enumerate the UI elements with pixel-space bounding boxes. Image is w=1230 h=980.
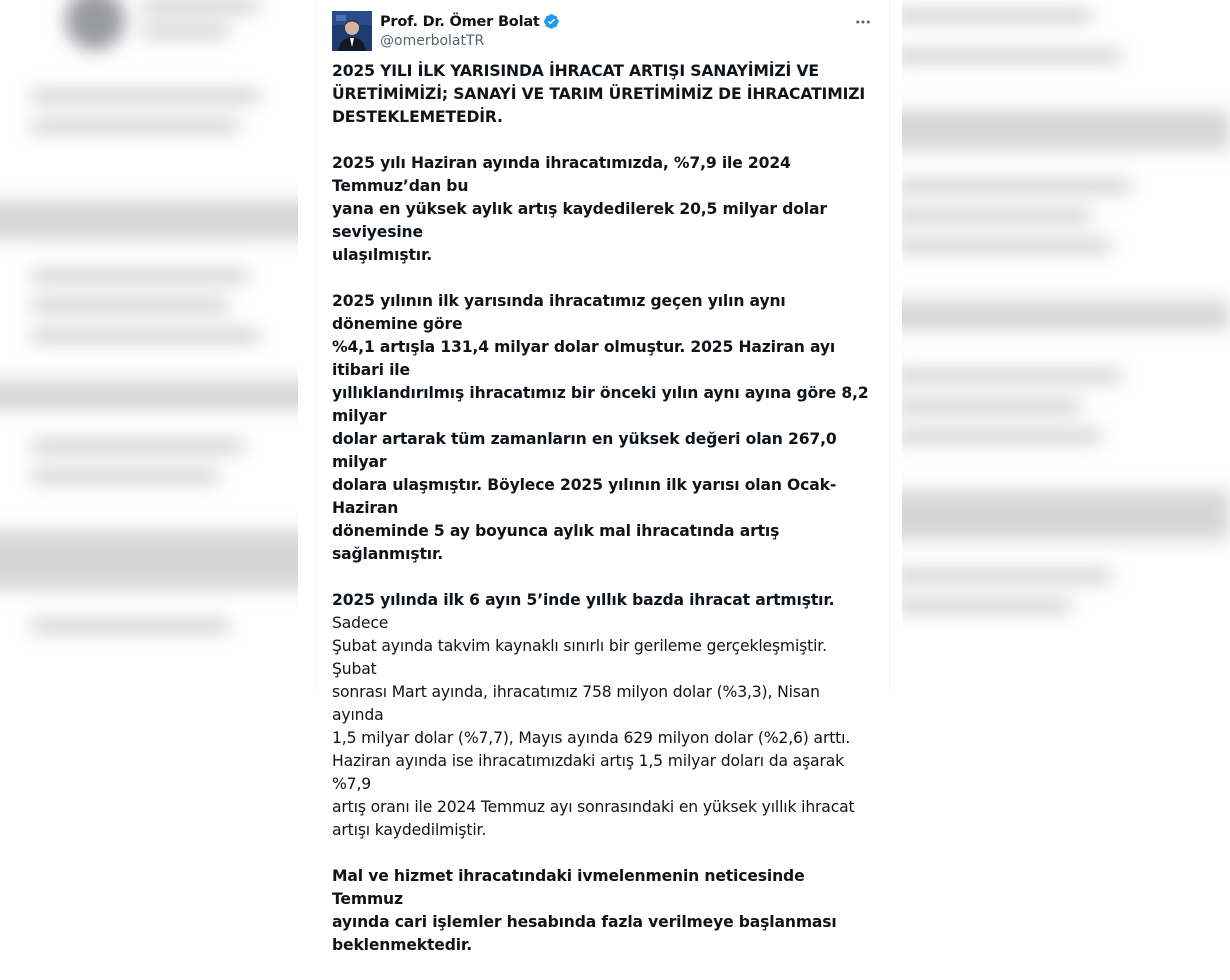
author-handle[interactable]: @omerbolatTR xyxy=(380,33,485,49)
paragraph-june-exports: 2025 yılı Haziran ayında ihracatımızda, %7,9 ile 2024 Temmuz’dan bu yana en yüksek aylık artış kaydedilerek 20,5 milyar dolar seviyesine ulaşılmıştır. xyxy=(332,154,827,264)
blurred-background-right xyxy=(902,0,1200,675)
paragraph-monthly-growth xyxy=(332,589,872,842)
author-name[interactable]: Prof. Dr. Ömer Bolat xyxy=(380,13,540,30)
paragraph-headline: 2025 YILI İLK YARISINDA İHRACAT ARTIŞI SANAYİMİZİ VE ÜRETİMİMİZİ; SANAYİ VE TARIM ÜRETİMİMİZ DE İHRACATIMIZI DESTEKLEMETEDİR. xyxy=(332,62,866,126)
avatar[interactable] xyxy=(332,11,372,51)
paragraph-current-account: Mal ve hizmet ihracatındaki ivmelenmenin neticesinde Temmuz ayında cari işlemler hesabında fazla verilmeye başlanması beklenmektedir. xyxy=(332,867,837,954)
paragraph-monthly-growth-bold: 2025 yılında ilk 6 ayın 5’inde yıllık bazda ihracat artmıştır. xyxy=(332,591,835,609)
more-options-button[interactable] xyxy=(849,11,877,33)
tweet-card xyxy=(298,0,902,954)
blurred-background-left xyxy=(0,0,298,675)
more-options-icon xyxy=(854,13,872,31)
paragraph-monthly-growth-detail: Sadece Şubat ayında takvim kaynaklı sınırlı bir gerileme gerçekleşmiştir. Şubat sonrası Mart ayında, ihracatımız 758 milyon dolar (%3,3), Nisan ayında 1,5 milyar dolar (%7,7), Mayıs ayında 629 milyon dolar (%2,6) arttı. Haziran ayında ise ihracatımızdaki artış 1,5 milyar doları da aşarak %7,9 artış oranı ile 2024 Temmuz ayı sonrasındaki en yüksek yıllık ihracat artışı kaydedilmiştir. xyxy=(332,614,855,839)
verified-badge-icon xyxy=(543,13,560,30)
tweet-text xyxy=(332,60,872,980)
tweet-header xyxy=(332,10,877,54)
tweet-container xyxy=(316,0,890,954)
paragraph-first-half-exports: 2025 yılının ilk yarısında ihracatımız geçen yılın aynı dönemine göre %4,1 artışla 131,4 milyar dolar olmuştur. 2025 Haziran ayı itibari ile yıllıklandırılmış ihracatımız bir önceki yılın aynı ayına göre 8,2 milyar dolar artarak tüm zamanların en yüksek değeri olan 267,0 milyar dolara ulaşmıştır. Böylece 2025 yılının ilk yarısı olan Ocak-Haziran döneminde 5 ay boyunca aylık mal ihracatında artış sağlanmıştır. xyxy=(332,292,869,563)
